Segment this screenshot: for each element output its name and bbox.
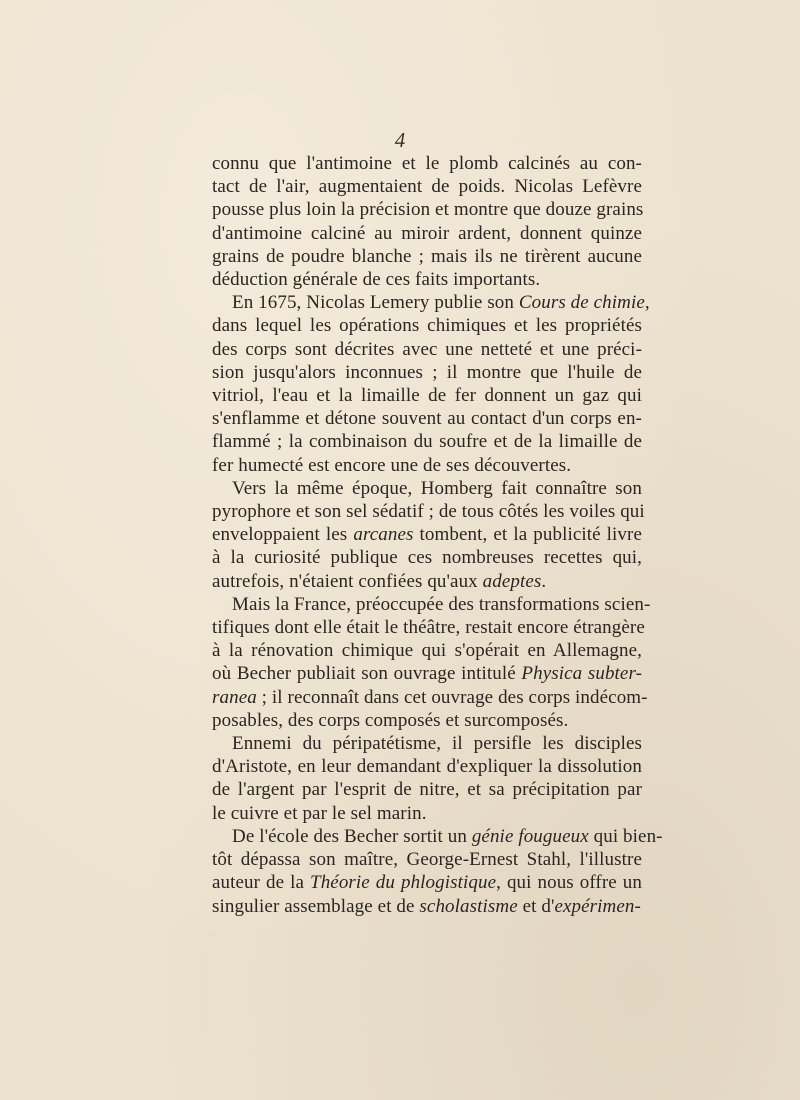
paragraph	[212, 825, 663, 918]
text-line: des corps sont décrites avec une netteté et une préci-	[212, 338, 642, 360]
text-line: vitriol, l'eau et la limaille de fer donnent un gaz qui	[212, 385, 642, 407]
text-line: de l'argent par l'esprit de nitre, et sa précipitation par	[212, 779, 642, 801]
text-line: ranea ; il reconnaît dans cet ouvrage des corps indécom-	[212, 686, 648, 708]
text-line: connu que l'antimoine et le plomb calcinés au con-	[212, 153, 642, 174]
text-line: à la curiosité publique ces nombreuses recettes qui,	[212, 547, 642, 569]
page-number: 4	[394, 128, 406, 152]
text-line: grains de poudre blanche ; mais ils ne tirèrent aucune	[212, 245, 642, 267]
text-line: sion jusqu'alors inconnues ; il montre que l'huile de	[212, 361, 642, 383]
text-line: posables, des corps composés et surcomposés.	[212, 709, 569, 731]
text-line: pousse plus loin la précision et montre que douze grains	[212, 199, 644, 221]
text-line: dans lequel les opérations chimiques et les propriétés	[212, 315, 642, 337]
text-line: s'enflamme et détone souvent au contact d'un corps en-	[212, 408, 642, 430]
text-line: Mais la France, préoccupée des transformations scien-	[232, 593, 651, 615]
text-line: tifiques dont elle était le théâtre, restait encore étrangère	[212, 617, 645, 639]
paragraph	[212, 593, 651, 732]
text-line: tact de l'air, augmentaient de poids. Nicolas Lefèvre	[212, 176, 642, 198]
paragraph	[212, 477, 645, 593]
text-line: enveloppaient les arcanes tombent, et la publicité livre	[212, 524, 642, 546]
text-line: autrefois, n'étaient confiées qu'aux adeptes.	[212, 570, 547, 592]
text-line: d'antimoine calciné au miroir ardent, donnent quinze	[212, 222, 642, 244]
text-line: pyrophore et son sel sédatif ; de tous côtés les voiles qui	[212, 501, 645, 523]
text-line: Vers la même époque, Homberg fait connaître son	[232, 477, 642, 499]
text-line: le cuivre et par le sel marin.	[212, 802, 427, 824]
text-line: De l'école des Becher sortit un génie fougueux qui bien-	[232, 825, 663, 847]
paragraph	[212, 152, 642, 291]
text-line: En 1675, Nicolas Lemery publie son Cours de chimie,	[232, 292, 650, 314]
text-line: auteur de la Théorie du phlogistique, qui nous offre un	[212, 872, 642, 894]
body-text	[212, 152, 663, 918]
text-line: à la rénovation chimique qui s'opérait en Allemagne,	[212, 640, 642, 662]
text-line: fer humecté est encore une de ses découvertes.	[212, 454, 572, 476]
text-line: singulier assemblage et de scholastisme et d'expérimen-	[212, 895, 641, 917]
text-line: d'Aristote, en leur demandant d'expliquer la dissolution	[212, 756, 642, 778]
text-line: où Becher publiait son ouvrage intitulé Physica subter-	[212, 663, 643, 685]
text-line: déduction générale de ces faits importants.	[212, 269, 541, 291]
text-line: flammé ; la combinaison du soufre et de la limaille de	[212, 431, 642, 453]
paragraph	[212, 291, 650, 477]
paragraph	[212, 732, 642, 825]
text-line: tôt dépassa son maître, George-Ernest Stahl, l'illustre	[212, 849, 642, 871]
text-line: Ennemi du péripatétisme, il persifle les disciples	[232, 733, 642, 755]
